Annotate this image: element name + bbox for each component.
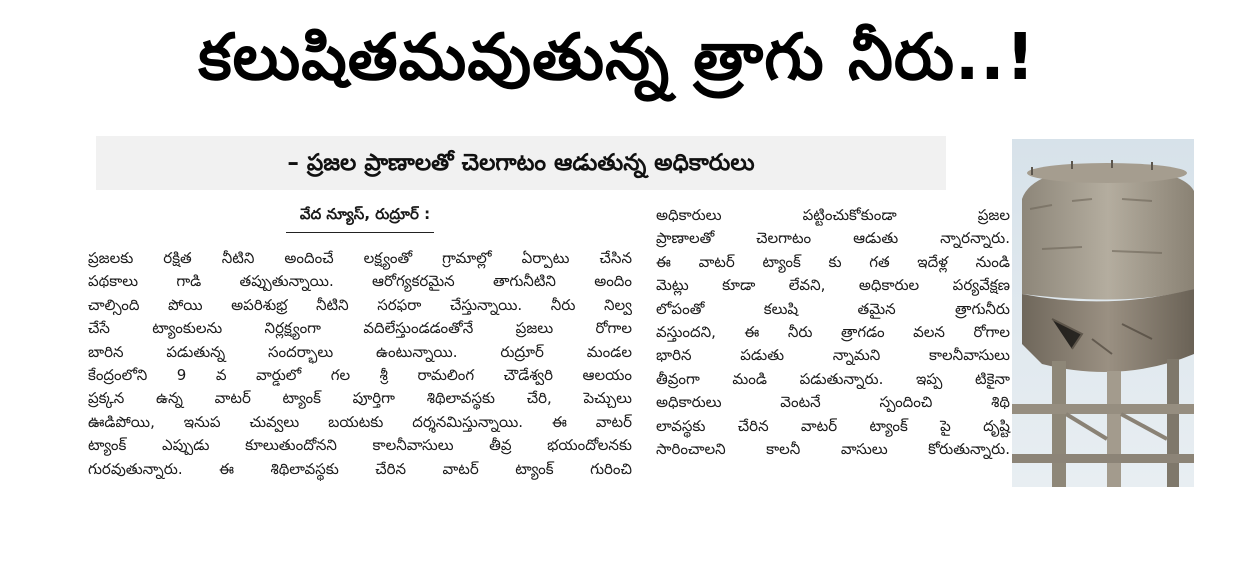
column-2-line: లావస్థకు చేరిన వాటర్ ట్యాంక్ పై దృష్టి (656, 416, 1010, 435)
column-2-line: అధికారులు వెంటనే స్పందించి శిథి (656, 393, 1010, 412)
column-1-line: గురవుతున్నారు. ఈ శిథిలావస్థకు చేరిన వాటర్ ట్యాంక్ గురించి (88, 459, 632, 478)
column-1-line: చేసే ట్యాంకులను నిర్లక్ష్యంగా వదిలేస్తుండడంతోనే ప్రజలు రోగాల (88, 319, 632, 338)
column-1-line: ట్యాంక్ ఎప్పుడు కూలుతుందోనని కాలనీవాసులు తీవ్ర భయందోలనకు (88, 436, 632, 455)
column-2-line: లోపంతో కలుషి తమైన త్రాగునీరు (656, 299, 1010, 318)
column-1-line: చాల్సింది పోయి అపరిశుభ్ర నీటిని సరఫరా చేస్తున్నాయి. నీరు నిల్వ (88, 295, 632, 314)
article-column-2 (656, 204, 1010, 461)
subheadline: – ప్రజల ప్రాణాలతో చెలగాటం ఆడుతున్న అధికారులు (287, 150, 755, 176)
column-2-line: భారిన పడుతు న్నామని కాలనీవాసులు (656, 346, 1010, 365)
column-1-line: ఊడిపోయి, ఇనుప చువ్వలు బయటకు దర్శనమిస్తున్నాయి. ఈ వాటర్ (88, 412, 632, 431)
headline: కలుషితమవుతున్న త్రాగు నీరు..! (198, 21, 1036, 95)
column-2-line: ప్రాణాలతో చెలగాటం ఆడుతు న్నారన్నారు. (656, 229, 1010, 248)
column-1-line: బారిన పడుతున్న సందర్భాలు ఉంటున్నాయి. రుద్రూర్ మండల (88, 342, 632, 361)
column-2-line: మెట్లు కూడా లేవని, అధికారుల పర్యవేక్షణ (656, 276, 1010, 295)
column-2-line: ఈ వాటర్ ట్యాంక్ కు గత ఇదేళ్ల నుండి (656, 252, 1010, 271)
column-2-line: సారించాలని కాలనీ వాసులు కోరుతున్నారు. (656, 440, 1010, 459)
column-1-line: కేంద్రంలోని 9 వ వార్డులో గల శ్రీ రామలింగ చౌడేశ్వరి ఆలయం (88, 366, 632, 385)
column-2-line: అధికారులు పట్టించుకోకుండా ప్రజల (656, 206, 1010, 224)
column-1-line: పథకాలు గాడి తప్పుతున్నాయి. ఆరోగ్యకరమైన తాగునీటిని అందిం (88, 272, 632, 291)
byline-underline (286, 232, 434, 233)
column-1-line: ప్రక్కన ఉన్న వాటర్ ట్యాంక్ పూర్తిగా శిథిలావస్థకు చేరి, పెచ్చులు (88, 389, 632, 408)
byline: వేద న్యూస్, రుద్రూర్ : (299, 205, 431, 223)
column-2-line: తీవ్రంగా మండి పడుతున్నారు. ఇప్ప టికైనా (656, 369, 1010, 388)
subheadline-box (96, 136, 946, 190)
water-tank-photo (1012, 139, 1194, 487)
water-tank-illustration (1012, 139, 1194, 487)
article-column-1 (88, 247, 632, 481)
column-1-line: ప్రజలకు రక్షిత నీటిని అందించే లక్ష్యంతో గ్రామాల్లో ఏర్పాటు చేసిన (88, 249, 632, 267)
column-2-line: వస్తుందని, ఈ నీరు త్రాగడం వలన రోగాల (656, 323, 1010, 342)
